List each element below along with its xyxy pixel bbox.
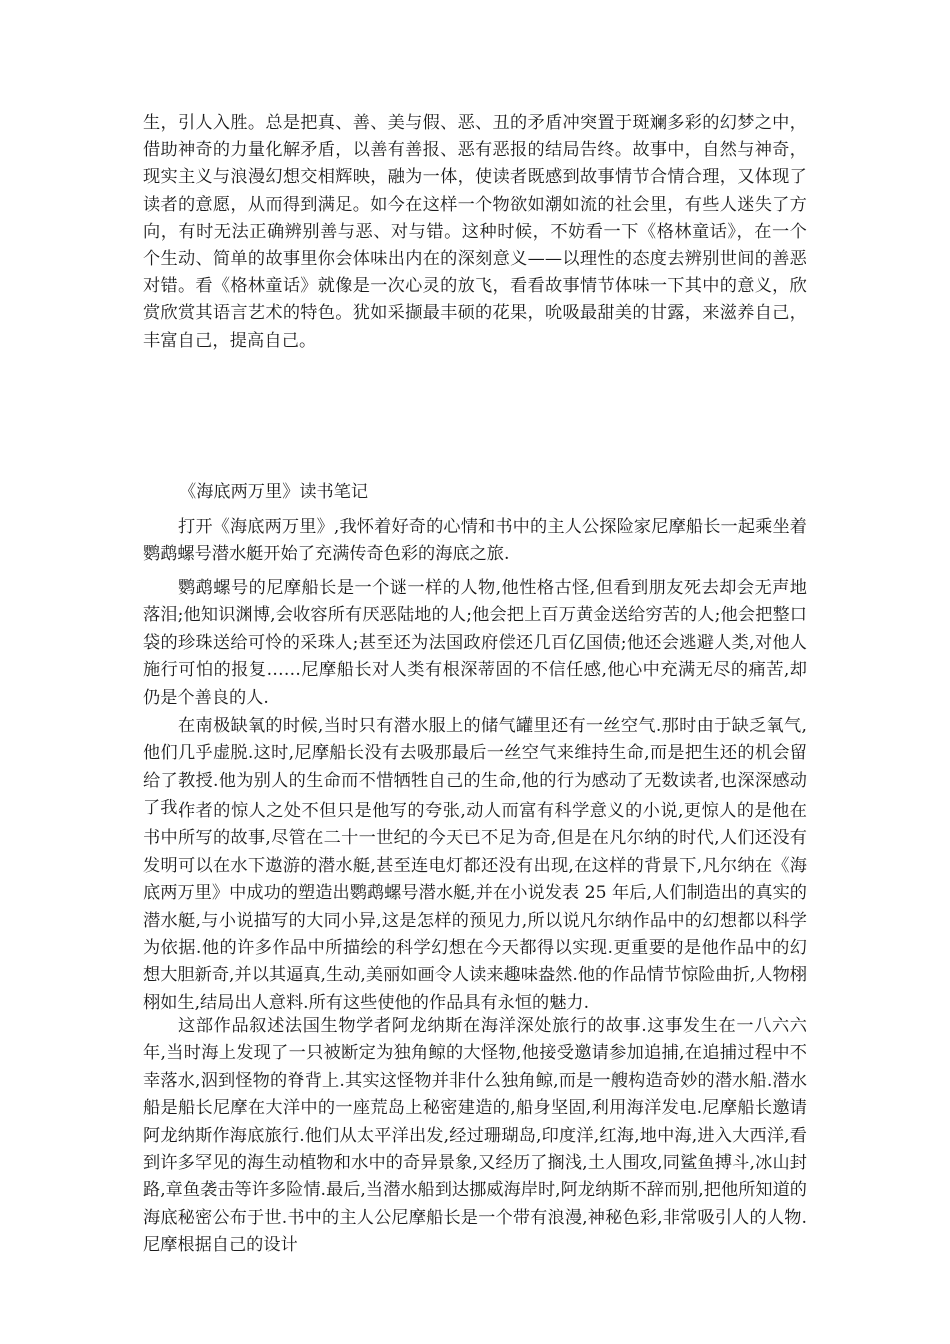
intro-paragraph: 生，引人入胜。总是把真、善、美与假、恶、丑的矛盾冲突置于斑斓多彩的幻梦之中，借助神奇的力量化解矛盾，以善有善报、恶有恶报的结局告终。故事中，自然与神奇，现实主义与浪漫幻想交相辉映，融为一体，使读者既感到故事情节合情合理，又体现了读者的意愿，从而得到满足。如今在这样一个物欲如潮如流的社会里，有些人迷失了方向，有时无法正确辨别善与恶、对与错。这种时候，不妨看一下《格林童话》，在一个个生动、简单的故事里你会体味出内在的深刻意义——以理性的态度去辨别世间的善恶对错。看《格林童话》就像是一次心灵的放飞，看看故事情节体味一下其中的意义，欣赏欣赏其语言艺术的特色。犹如采撷最丰硕的花果，吮吸最甜美的甘露，来滋养自己，丰富自己，提高自己。 [143, 113, 807, 351]
body-paragraph-2: 鹦鹉螺号的尼摩船长是一个谜一样的人物,他性格古怪,但看到朋友死去却会无声地落泪;他知识渊博,会收容所有厌恶陆地的人;他会把上百万黄金送给穷苦的人;他会把整口袋的珍珠送给可怜的采珠人;甚至还为法国政府偿还几百亿国债;他还会逃避人类,对他人施行可怕的报复……尼摩船长对人类有根深蒂固的不信任感,他心中充满无尽的痛苦,却仍是个善良的人. [143, 578, 807, 708]
body-paragraph-5: 这部作品叙述法国生物学者阿龙纳斯在海洋深处旅行的故事.这事发生在一八六六年,当时海上发现了一只被断定为独角鲸的大怪物,他接受邀请参加追捕,在追捕过程中不幸落水,泅到怪物的脊背上.其实这怪物并非什么独角鲸,而是一艘构造奇妙的潜水船.潜水船是船长尼摩在大洋中的一座荒岛上秘密建造的,船身坚固,利用海洋发电.尼摩船长邀请阿龙纳斯作海底旅行.他们从太平洋出发,经过珊瑚岛,印度洋,红海,地中海,进入大西洋,看到许多罕见的海生动植物和水中的奇异景象,又经历了搁浅,土人围攻,同鲨鱼搏斗,冰山封路,章鱼袭击等许多险情.最后,当潜水船到达挪威海岸时,阿龙纳斯不辞而别,把他所知道的海底秘密公布于世.书中的主人公尼摩船长是一个带有浪漫,神秘色彩,非常吸引人的人物.尼摩根据自己的设计 [143, 1016, 807, 1256]
body-paragraph-4: 作者的惊人之处不但只是他写的夸张,动人而富有科学意义的小说,更惊人的是他在书中所写的故事,尽管在二十一世纪的今天已不足为奇,但是在凡尔纳的时代,人们还没有发明可以在水下遨游的潜水艇,甚至连电灯都还没有出现,在这样的背景下,凡尔纳在《海底两万里》中成功的塑造出鹦鹉螺号潜水艇,并在小说发表 25 年后,人们制造出的真实的潜水艇,与小说描写的大同小异,这是怎样的预见力,所以说凡尔纳作品中的幻想都以科学为依据.他的许多作品中所描绘的科学幻想在今天都得以实现.更重要的是他作品中的幻想大胆新奇,并以其逼真,生动,美丽如画令人读来趣味盎然.他的作品情节惊险曲折,人物栩栩如生,结局出人意料.所有这些使他的作品具有永恒的魅力. [143, 801, 807, 1013]
section-heading: 《海底两万里》读书笔记 [179, 482, 369, 502]
body-paragraph-1: 打开《海底两万里》,我怀着好奇的心情和书中的主人公探险家尼摩船长一起乘坐着鹦鹉螺号潜水艇开始了充满传奇色彩的海底之旅. [143, 517, 807, 565]
body-paragraph-3: 在南极缺氧的时候,当时只有潜水服上的储气罐里还有一丝空气.那时由于缺乏氧气,他们几乎虚脱.这时,尼摩船长没有去吸那最后一丝空气来维持生命,而是把生还的机会留给了教授.他为别人的生命而不惜牺牲自己的生命,他的行为感动了无数读者,也深深感动了我. [143, 716, 807, 819]
